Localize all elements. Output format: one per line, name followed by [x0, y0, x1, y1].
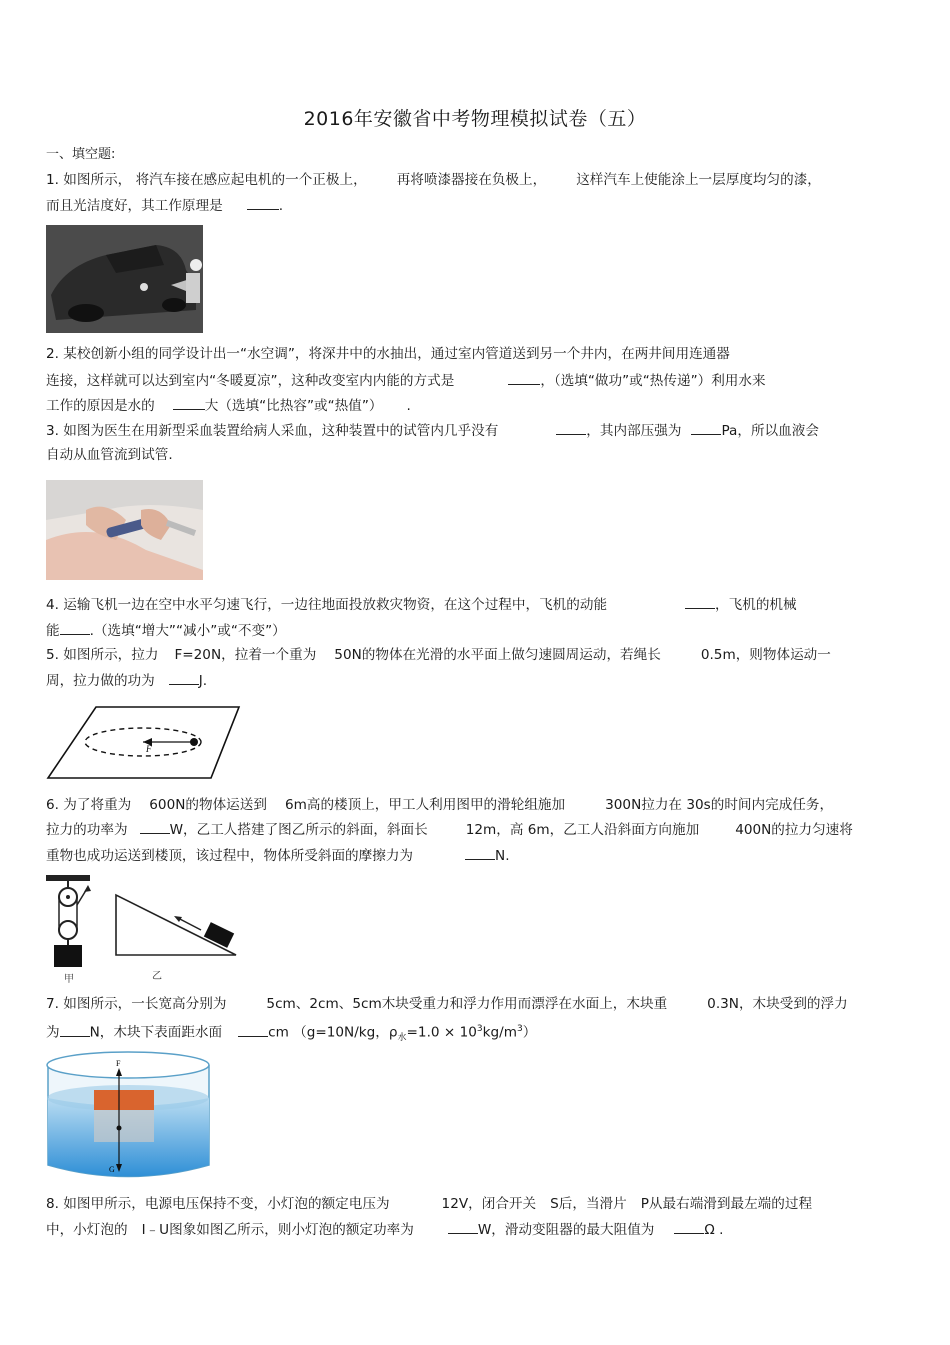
answer-blank[interactable] [238, 1022, 268, 1037]
question-8-line-2: 中，小灯泡的 I﹣U图象如图乙所示，则小灯泡的额定功率为 W，滑动变阻器的最大阻值为 Ω . [46, 1219, 723, 1240]
answer-blank[interactable] [140, 819, 170, 834]
floating-block-diagram [46, 1050, 211, 1180]
answer-blank[interactable] [508, 370, 540, 385]
question-5-line-2: 周，拉力做的功为 J. [46, 670, 207, 691]
gravity-force-label: G [109, 1165, 115, 1174]
answer-blank[interactable] [173, 395, 205, 410]
figure-jia-label: 甲 [64, 974, 74, 985]
question-2-line-2: 连接，这样就可以达到室内“冬暖夏凉”，这种改变室内内能的方式是 ，（选填“做功”或“热传递”）利用水来 [46, 370, 766, 391]
car-spray-photo [46, 225, 203, 333]
answer-blank[interactable] [556, 420, 586, 435]
question-2-line-3: 工作的原因是水的 大（选填“比热容”或“热值”） . [46, 395, 411, 416]
force-label: F [146, 744, 152, 754]
question-4-line-2: 能 .（选填“增大”“减小”或“不变”） [46, 620, 286, 641]
answer-blank[interactable] [691, 420, 721, 435]
answer-blank[interactable] [247, 195, 279, 210]
question-6-line-3: 重物也成功运送到楼顶，该过程中，物体所受斜面的摩擦力为 N. [46, 845, 510, 866]
question-1-line-2: 而且光洁度好，其工作原理是 . [46, 195, 283, 216]
question-1-line-1: 1. 如图所示， 将汽车接在感应起电机的一个正极上， 再将喷漆器接在负极上， 这样汽车上使能涂上一层厚度均匀的漆， [46, 172, 821, 188]
question-2-line-1: 2. 某校创新小组的同学设计出一“水空调”，将深井中的水抽出，通过室内管道送到另一个井内，在两井间用连通器 [46, 346, 730, 362]
answer-blank[interactable] [465, 845, 495, 860]
question-7-line-1: 7. 如图所示，一长宽高分别为 5cm、2cm、5cm木块受重力和浮力作用而漂浮在水面上，木块重 0.3N，木块受到的浮力 [46, 996, 848, 1012]
question-6-line-1: 6. 为了将重为 600N的物体运送到 6m高的楼顶上，甲工人利用图甲的滑轮组施加 300N拉力在 30s的时间内完成任务， [46, 797, 834, 813]
blood-collection-photo [46, 480, 203, 580]
question-3-line-2: 自动从血管流到试管. [46, 447, 173, 463]
answer-blank[interactable] [169, 670, 199, 685]
question-5-line-1: 5. 如图所示，拉力 F=20N，拉着一个重为 50N的物体在光滑的水平面上做匀速圆周运动，若绳长 0.5m，则物体运动一 [46, 647, 831, 663]
answer-blank[interactable] [685, 594, 715, 609]
answer-blank[interactable] [674, 1219, 704, 1234]
page-title: 2016年安徽省中考物理模拟试卷（五） [303, 108, 647, 130]
section-heading: 一、填空题: [46, 147, 116, 162]
question-4-line-1: 4. 运输飞机一边在空中水平匀速飞行，一边往地面投放救灾物资，在这个过程中，飞机的动能 ，飞机的机械 [46, 594, 797, 615]
buoyancy-force-label: F [116, 1059, 121, 1068]
question-7-line-2: 为 N，木块下表面距水面 cm （g=10N/kg，$\rho_水=1.0 \times 10^3kg/m^3$） [46, 1019, 536, 1045]
question-3-line-1: 3. 如图为医生在用新型采血装置给病人采血，这种装置中的试管内几乎没有 ，其内部压强为 Pa，所以血液会 [46, 420, 819, 441]
answer-blank[interactable] [60, 620, 90, 635]
question-6-line-2: 拉力的功率为 W，乙工人搭建了图乙所示的斜面，斜面长 12m，高 6m，乙工人沿斜面方向施加 400N的拉力匀速将 [46, 819, 853, 840]
pulley-and-incline-diagram [46, 875, 246, 985]
answer-blank[interactable] [60, 1022, 90, 1037]
circular-motion-diagram [46, 705, 241, 780]
answer-blank[interactable] [448, 1219, 478, 1234]
figure-yi-label: 乙 [152, 971, 162, 982]
question-8-line-1: 8. 如图甲所示，电源电压保持不变，小灯泡的额定电压为 12V，闭合开关 S后，当滑片 P从最右端滑到最左端的过程 [46, 1196, 813, 1212]
